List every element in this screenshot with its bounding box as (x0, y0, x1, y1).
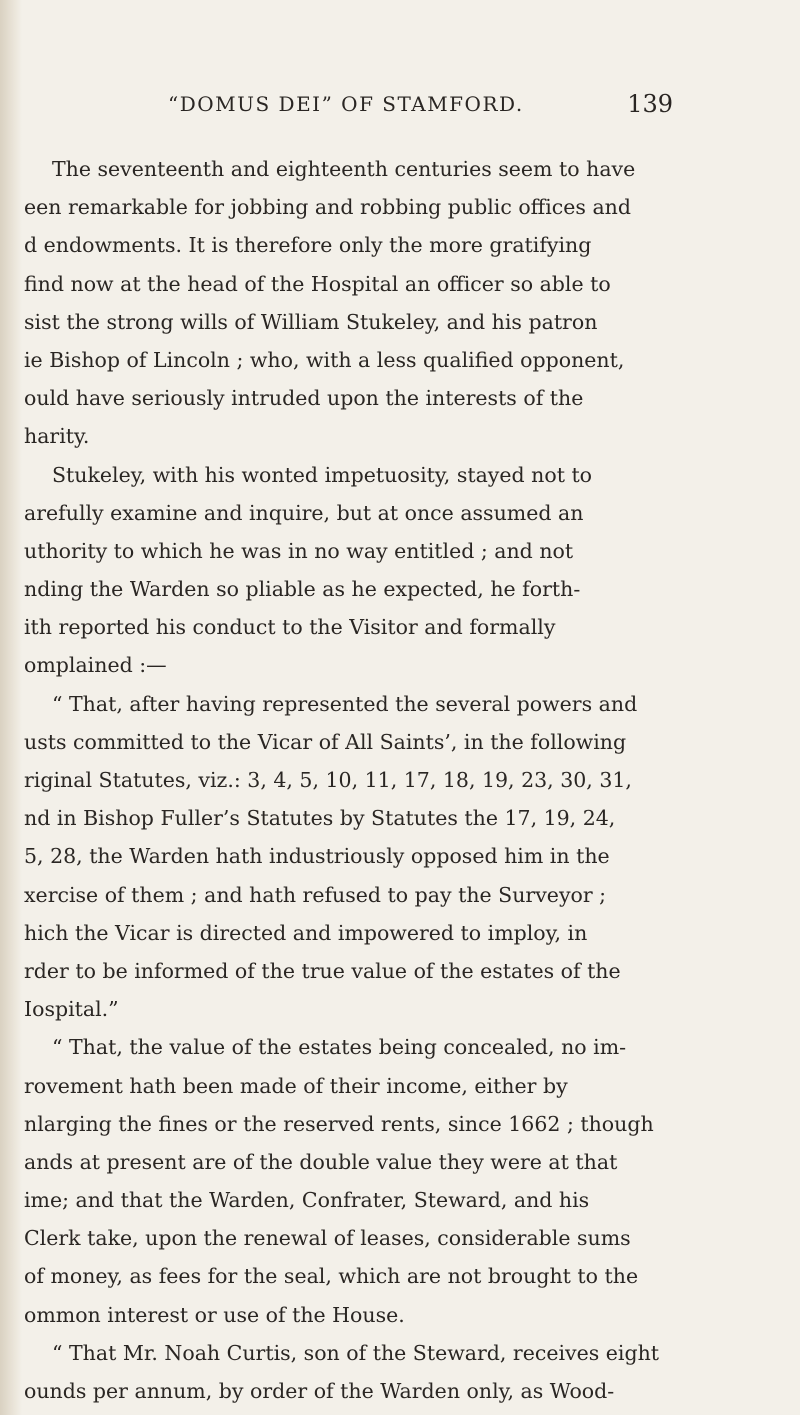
text-line: arefully examine and inquire, but at once assumed an (24, 500, 584, 525)
text-line: rder to be informed of the true value of the estates of the (24, 958, 621, 983)
body-text (24, 150, 684, 1410)
running-head: “DOMUS DEI” OF STAMFORD. (168, 92, 524, 116)
text-line: ie Bishop of Lincoln ; who, with a less qualified opponent, (24, 347, 625, 372)
text-line: riginal Statutes, viz.: 3, 4, 5, 10, 11, 17, 18, 19, 23, 30, 31, (24, 768, 632, 792)
text-line: ommon interest or use of the House. (24, 1302, 405, 1327)
text-line: nding the Warden so pliable as he expected, he forth- (24, 577, 581, 602)
text-line: “ That, the value of the estates being concealed, no im- (52, 1035, 627, 1060)
text-line: ould have seriously intruded upon the interests of the (24, 386, 584, 411)
text-line: of money, as fees for the seal, which are not brought to the (24, 1264, 639, 1289)
text-line: harity. (24, 424, 90, 449)
text-line: Stukeley, with his wonted impetuosity, stayed not to (52, 462, 593, 487)
text-line: xercise of them ; and hath refused to pay the Surveyor ; (24, 882, 607, 907)
text-line: ith reported his conduct to the Visitor and formally (24, 615, 556, 640)
text-line: een remarkable for jobbing and robbing public offices and (24, 195, 632, 220)
text-line: Iospital.” (24, 997, 119, 1022)
page-header (0, 92, 800, 122)
text-line: nd in Bishop Fuller’s Statutes by Statutes the 17, 19, 24, (24, 806, 616, 831)
text-line: nlarging the fines or the reserved rents, since 1662 ; though (24, 1111, 654, 1136)
text-line: “ That, after having represented the several powers and (52, 691, 638, 716)
text-line: d endowments. It is therefore only the more gratifying (24, 233, 592, 258)
text-line: 5, 28, the Warden hath industriously opposed him in the (24, 844, 610, 869)
text-line: ounds per annum, by order of the Warden only, as Wood- (24, 1379, 615, 1403)
page-number: 139 (627, 90, 673, 118)
text-line: The seventeenth and eighteenth centuries seem to have (52, 157, 636, 181)
text-line: hich the Vicar is directed and impowered to imploy, in (24, 920, 588, 945)
text-line: find now at the head of the Hospital an officer so able to (24, 271, 611, 296)
page-gutter-shadow (0, 0, 22, 1415)
text-line: “ That Mr. Noah Curtis, son of the Steward, receives eight (52, 1340, 660, 1365)
text-line: Clerk take, upon the renewal of leases, considerable sums (24, 1226, 631, 1251)
text-line: sist the strong wills of William Stukeley, and his patron (24, 309, 598, 334)
text-line: omplained :— (24, 653, 167, 678)
text-line: ands at present are of the double value they were at that (24, 1149, 618, 1174)
text-line: uthority to which he was in no way entitled ; and not (24, 538, 574, 563)
text-line: usts committed to the Vicar of All Saints’, in the following (24, 729, 627, 754)
text-line: ime; and that the Warden, Confrater, Steward, and his (24, 1188, 590, 1213)
text-line: rovement hath been made of their income, either by (24, 1073, 568, 1098)
